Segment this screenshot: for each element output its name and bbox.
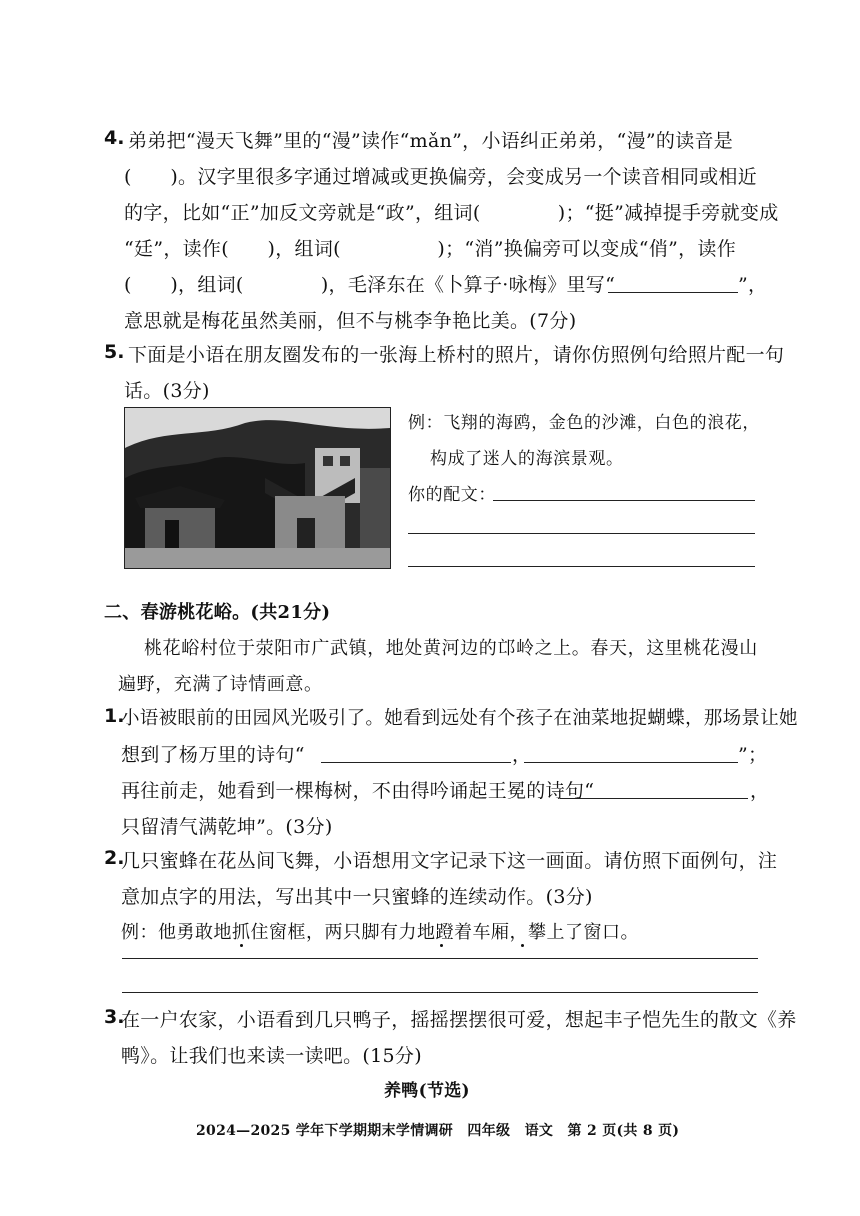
s2q2-answer-line-2[interactable] (122, 992, 758, 993)
s2q3-number: 3. (104, 1006, 125, 1028)
emphasis-dot (240, 944, 243, 947)
section2-title: 二、春游桃花峪。(共21分) (104, 602, 331, 623)
s2q1-line-1: 小语被眼前的田园风光吸引了。她看到远处有个孩子在油菜地捉蝴蝶，那场景让她 (121, 708, 798, 729)
s2q1-line-4: 只留清气满乾坤”。(3分) (121, 816, 333, 838)
q4-line-5b: ”， (738, 274, 768, 296)
s2q1-line-3a: 再往前走，她看到一棵梅树，不由得吟诵起王冕的诗句“ (121, 780, 595, 802)
village-photo-image (125, 408, 390, 568)
s2q1-comma-1: ， (512, 744, 532, 766)
q5-line-2: 话。(3分) (124, 380, 210, 402)
q5-number: 5. (104, 341, 125, 363)
s2q2-example: 例：他勇敢地抓住窗框，两只脚有力地蹬着车厢，攀上了窗口。 (121, 922, 639, 943)
q4-line-3: 的字，比如“正”加反文旁就是“政”，组词( )；“挺”减掉提手旁就变成 (124, 202, 779, 224)
s2q1-number: 1. (104, 705, 125, 727)
q5-example-line-2: 构成了迷人的海滨景观。 (430, 449, 624, 469)
q5-answer-line-3[interactable] (408, 566, 755, 567)
q4-poem-answer-line[interactable] (608, 292, 738, 293)
s2q1-line-2a: 想到了杨万里的诗句“ (121, 744, 305, 766)
q4-line-1: 弟弟把“漫天飞舞”里的“漫”读作“mǎn”，小语纠正弟弟，“漫”的读音是 (128, 130, 734, 152)
s2q3-line-1: 在一户农家，小语看到几只鸭子，摇摇摆摆很可爱，想起丰子恺先生的散文《养 (121, 1009, 797, 1031)
section2-intro-line-2: 遍野，充满了诗情画意。 (118, 674, 323, 695)
passage-title: 养鸭(节选) (384, 1081, 470, 1101)
q4-number: 4. (104, 127, 125, 149)
s2q2-answer-line-1[interactable] (122, 958, 758, 959)
s2q1-answer-line-1[interactable] (321, 762, 511, 763)
village-photo (124, 407, 391, 569)
s2q2-line-1: 几只蜜蜂在花丛间飞舞，小语想用文字记录下这一画面。请仿照下面例句，注 (121, 850, 778, 872)
q5-line-1: 下面是小语在朋友圈发布的一张海上桥村的照片，请你仿照例句给照片配一句 (128, 344, 785, 366)
emphasis-dot (521, 944, 524, 947)
s2q3-line-2: 鸭》。让我们也来读一读吧。(15分) (121, 1045, 422, 1067)
q4-line-5a: ( )，组词( )，毛泽东在《卜算子·咏梅》里写“ (124, 274, 616, 296)
q5-answer-line-1[interactable] (493, 500, 755, 501)
s2q1-comma-2: ， (750, 780, 770, 802)
q5-answer-line-2[interactable] (408, 533, 755, 534)
q5-answer-label: 你的配文： (408, 485, 496, 505)
emphasis-dot (440, 944, 443, 947)
page-footer: 2024—2025 学年下学期期末学情调研 四年级 语文 第 2 页(共 8 页) (196, 1123, 680, 1139)
s2q2-number: 2. (104, 847, 125, 869)
s2q1-answer-line-2[interactable] (524, 762, 738, 763)
section2-intro-line-1: 桃花峪村位于荥阳市广武镇，地处黄河边的邙岭之上。春天，这里桃花漫山 (144, 638, 758, 659)
q4-line-4: “廷”，读作( )，组词( )；“消”换偏旁可以变成“俏”，读作 (124, 238, 737, 260)
s2q1-answer-line-3[interactable] (560, 798, 748, 799)
q4-line-2: ( )。汉字里很多字通过增减或更换偏旁，会变成另一个读音相同或相近 (124, 166, 758, 188)
s2q2-line-2: 意加点字的用法，写出其中一只蜜蜂的连续动作。(3分) (121, 886, 593, 908)
s2q1-line-2c: ”； (738, 744, 768, 766)
q5-example-line-1: 例：飞翔的海鸥，金色的沙滩，白色的浪花， (408, 413, 760, 433)
q4-line-6: 意思就是梅花虽然美丽，但不与桃李争艳比美。(7分) (124, 310, 577, 332)
